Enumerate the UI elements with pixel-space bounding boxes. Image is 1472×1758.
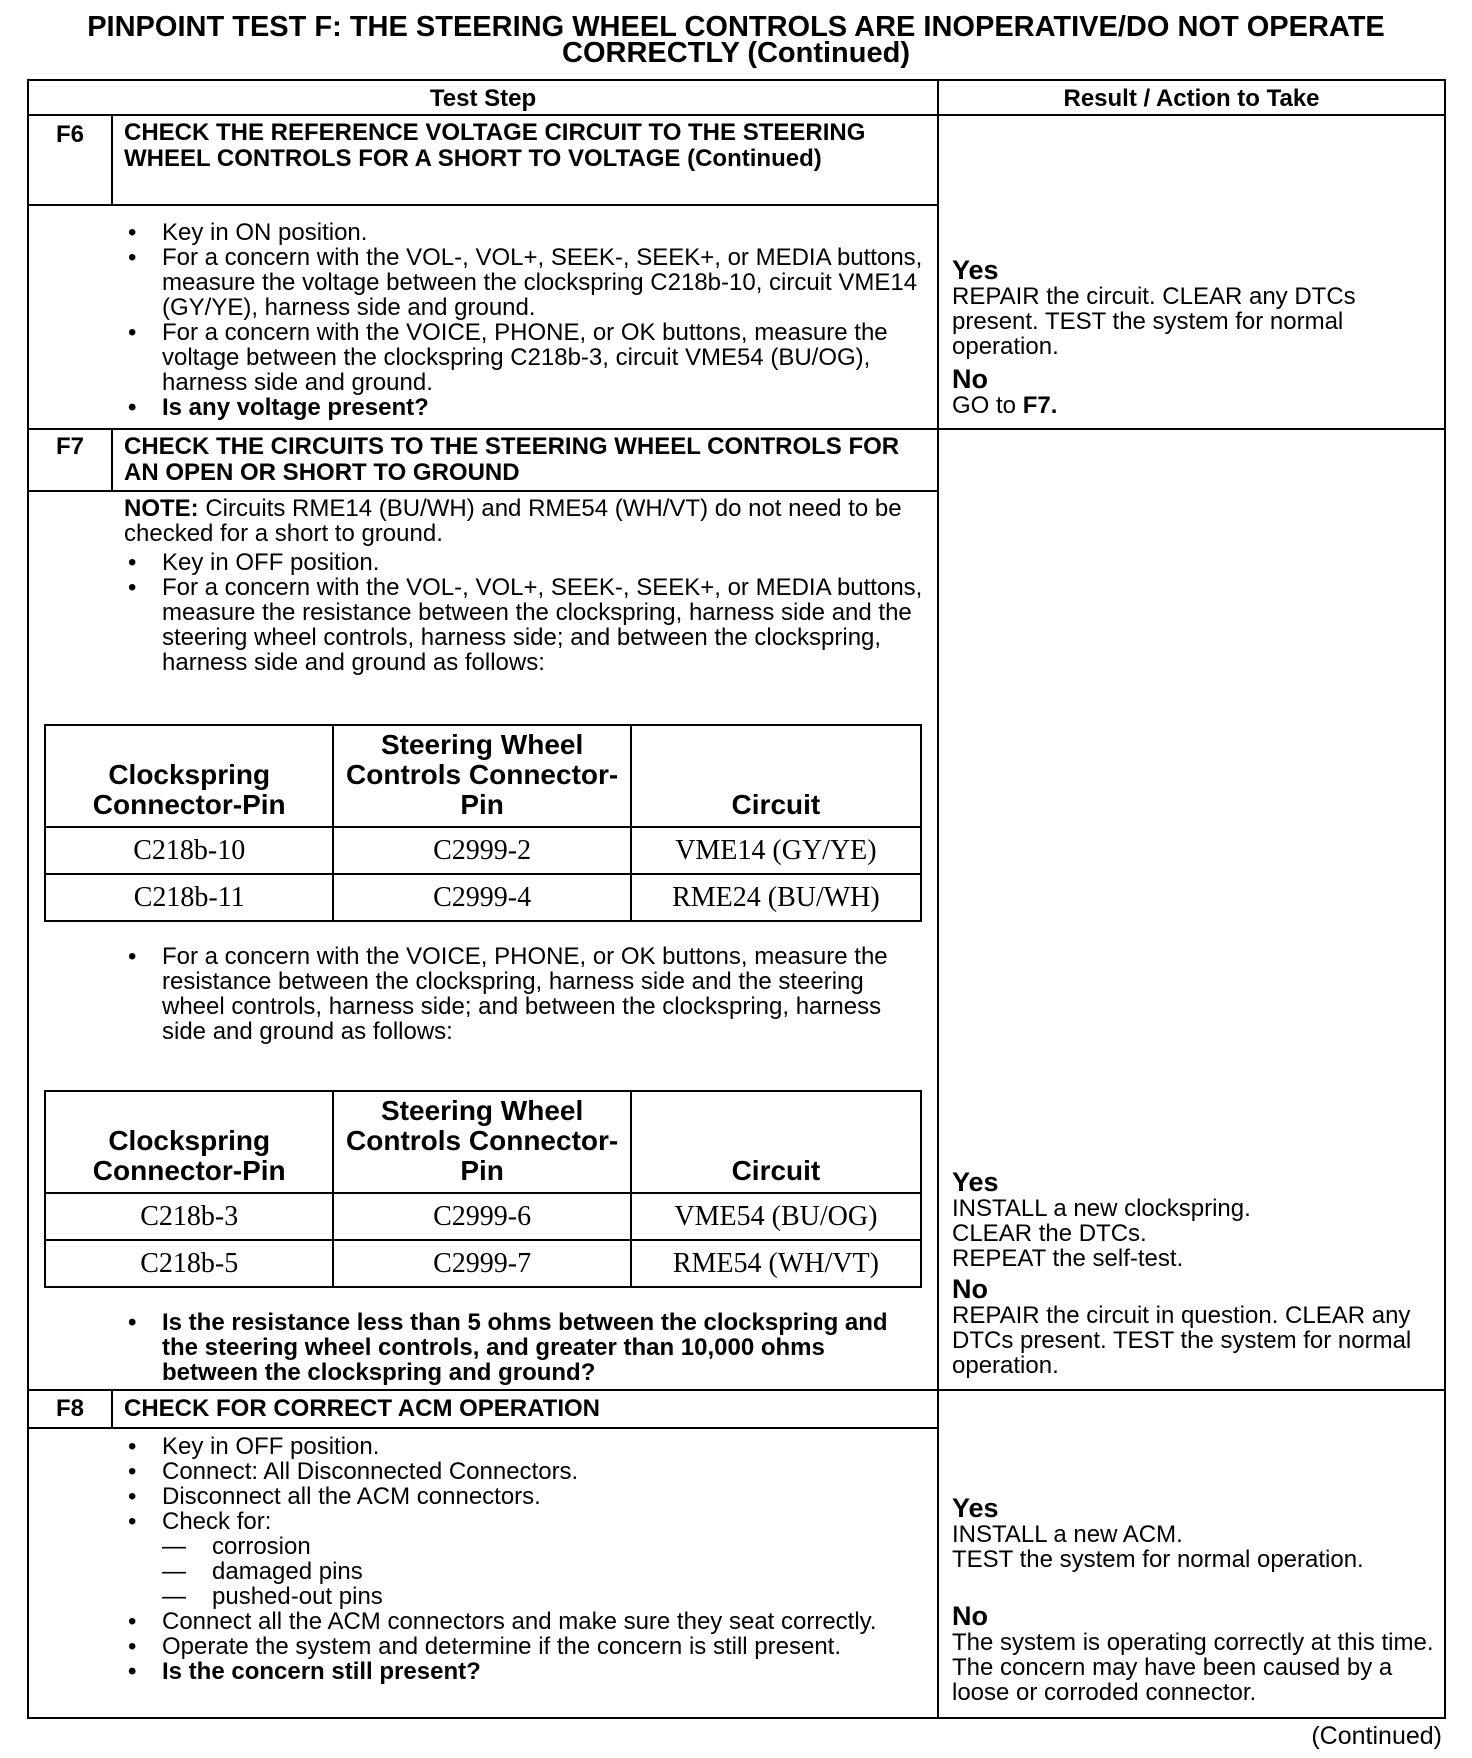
table-cell: C2999-6 (333, 1193, 630, 1240)
column-header: Circuit (631, 1091, 921, 1193)
step-question: • Is the concern still present? (124, 1659, 924, 1684)
yes-action: REPEAT the self-test. (952, 1245, 1184, 1272)
step-divider (27, 1389, 1446, 1391)
list-item: • For a concern with the VOL-, VOL+, SEEK-, SEEK+, or MEDIA buttons, measure the voltage between the clockspring C218b-10, circuit VME14 (GY/YE), harness side and ground. (124, 245, 924, 320)
step-title-f7: CHECK THE CIRCUITS TO THE STEERING WHEEL CONTROLS FOR AN OPEN OR SHORT TO GROUND (124, 433, 900, 486)
note-text: Circuits RME14 (BU/WH) and RME54 (WH/VT) do not need to be checked for a short to ground. (124, 495, 902, 547)
table-cell: VME14 (GY/YE) (631, 827, 921, 874)
yes-action: CLEAR the DTCs. (952, 1220, 1147, 1247)
step-question: • Is the resistance less than 5 ohms between the clockspring and the steering wheel controls, and greater than 10,000 ohms between the clockspring and ground? (124, 1310, 924, 1385)
result-f7 (952, 1168, 1442, 1378)
step-number-f8: F8 (55, 1395, 84, 1422)
step-body-f8 (124, 1434, 924, 1684)
table-row (45, 827, 921, 874)
table-row (45, 1240, 921, 1287)
step-body-f7 (124, 496, 924, 675)
table-cell: VME54 (BU/OG) (631, 1193, 921, 1240)
yes-action: REPAIR the circuit. CLEAR any DTCs present. TEST the system for normal operation. (952, 283, 1356, 360)
step-number-divider (111, 428, 113, 492)
step-body-f7-b (124, 944, 924, 1044)
table-cell: C218b-5 (45, 1240, 333, 1287)
yes-label: Yes (952, 1167, 999, 1197)
step-title-f6: CHECK THE REFERENCE VOLTAGE CIRCUIT TO THE STEERING WHEEL CONTROLS FOR A SHORT TO VOLTAGE (Continued) (124, 119, 866, 172)
column-header: Clockspring Connector-Pin (45, 1091, 333, 1193)
step-number-divider (111, 1389, 113, 1429)
connector-table-1 (44, 724, 922, 922)
list-item: • Key in OFF position. (124, 1434, 924, 1459)
table-row (45, 874, 921, 921)
table-cell: C218b-10 (45, 827, 333, 874)
step-divider (27, 428, 1446, 430)
list-item: • Connect all the ACM connectors and make sure they seat correctly. (124, 1609, 924, 1634)
step-body-f6 (124, 220, 924, 420)
page-title: PINPOINT TEST F: THE STEERING WHEEL CONTROLS ARE INOPERATIVE/DO NOT OPERATE CORRECTLY (Continued) (87, 11, 1385, 69)
table-header-row (45, 725, 921, 827)
step-title-rule (27, 1427, 939, 1429)
list-item: • For a concern with the VOICE, PHONE, or OK buttons, measure the voltage between the clockspring C218b-3, circuit VME54 (BU/OG), harness side and ground. (124, 320, 924, 395)
no-label: No (952, 1274, 988, 1304)
list-item: • For a concern with the VOL-, VOL+, SEEK-, SEEK+, or MEDIA buttons, measure the resistance between the clockspring, harness side and the steering wheel controls, harness side; and between the clockspring, harness side and ground as follows: (124, 575, 924, 675)
table-cell: RME24 (BU/WH) (631, 874, 921, 921)
no-action-text: GO to (952, 392, 1017, 419)
yes-action: TEST the system for normal operation. (952, 1546, 1364, 1573)
step-title-f8: CHECK FOR CORRECT ACM OPERATION (124, 1395, 600, 1422)
yes-action: INSTALL a new clockspring. (952, 1195, 1251, 1222)
table-cell: C2999-7 (333, 1240, 630, 1287)
table-row (45, 1193, 921, 1240)
no-action (952, 393, 1442, 418)
no-label: No (952, 1601, 988, 1631)
list-item: • Key in OFF position. (124, 550, 924, 575)
table-cell: RME54 (WH/VT) (631, 1240, 921, 1287)
list-item: • Check for: (124, 1509, 924, 1534)
sub-list-item: — corrosion (124, 1534, 924, 1559)
step-number-divider (111, 114, 113, 206)
step-number-f6: F6 (55, 121, 84, 148)
result-f8 (952, 1494, 1442, 1705)
table-header-row (45, 1091, 921, 1193)
step-question: • Is any voltage present? (124, 395, 924, 420)
list-item: • Key in ON position. (124, 220, 924, 245)
result-f6 (952, 256, 1442, 418)
list-item: • Disconnect all the ACM connectors. (124, 1484, 924, 1509)
goto-step-link: F7. (1022, 392, 1058, 419)
continued-footer: (Continued) (1311, 1722, 1442, 1750)
column-header: Circuit (631, 725, 921, 827)
yes-label: Yes (952, 255, 999, 285)
yes-action: INSTALL a new ACM. (952, 1521, 1183, 1548)
list-item: • Connect: All Disconnected Connectors. (124, 1459, 924, 1484)
note-label: NOTE: (124, 495, 199, 522)
step-title-rule (27, 204, 939, 206)
table-cell: C218b-11 (45, 874, 333, 921)
table-cell: C218b-3 (45, 1193, 333, 1240)
note (124, 496, 924, 546)
table-cell: C2999-4 (333, 874, 630, 921)
yes-label: Yes (952, 1493, 999, 1523)
step-title-rule (27, 490, 939, 492)
no-label: No (952, 364, 988, 394)
column-header: Steering Wheel Controls Connector-Pin (333, 1091, 630, 1193)
list-item: • For a concern with the VOICE, PHONE, or OK buttons, measure the resistance between the clockspring, harness side and the steering wheel controls, harness side; and between the clockspring, harness side and ground as follows: (124, 944, 924, 1044)
list-item: • Operate the system and determine if the concern is still present. (124, 1634, 924, 1659)
no-action: The system is operating correctly at this time. The concern may have been caused by a loose or corroded connector. (952, 1629, 1434, 1706)
column-header: Clockspring Connector-Pin (45, 725, 333, 827)
connector-table-2 (44, 1090, 922, 1288)
test-step-header: Test Step (429, 85, 537, 112)
step-number-f7: F7 (55, 433, 84, 460)
sub-list-item: — damaged pins (124, 1559, 924, 1584)
sub-list-item: — pushed-out pins (124, 1584, 924, 1609)
column-header: Steering Wheel Controls Connector-Pin (333, 725, 630, 827)
table-cell: C2999-2 (333, 827, 630, 874)
column-divider (937, 79, 939, 1719)
step-question-f7 (124, 1310, 924, 1385)
no-action: REPAIR the circuit in question. CLEAR any DTCs present. TEST the system for normal operation. (952, 1302, 1412, 1379)
result-header: Result / Action to Take (1063, 85, 1320, 112)
